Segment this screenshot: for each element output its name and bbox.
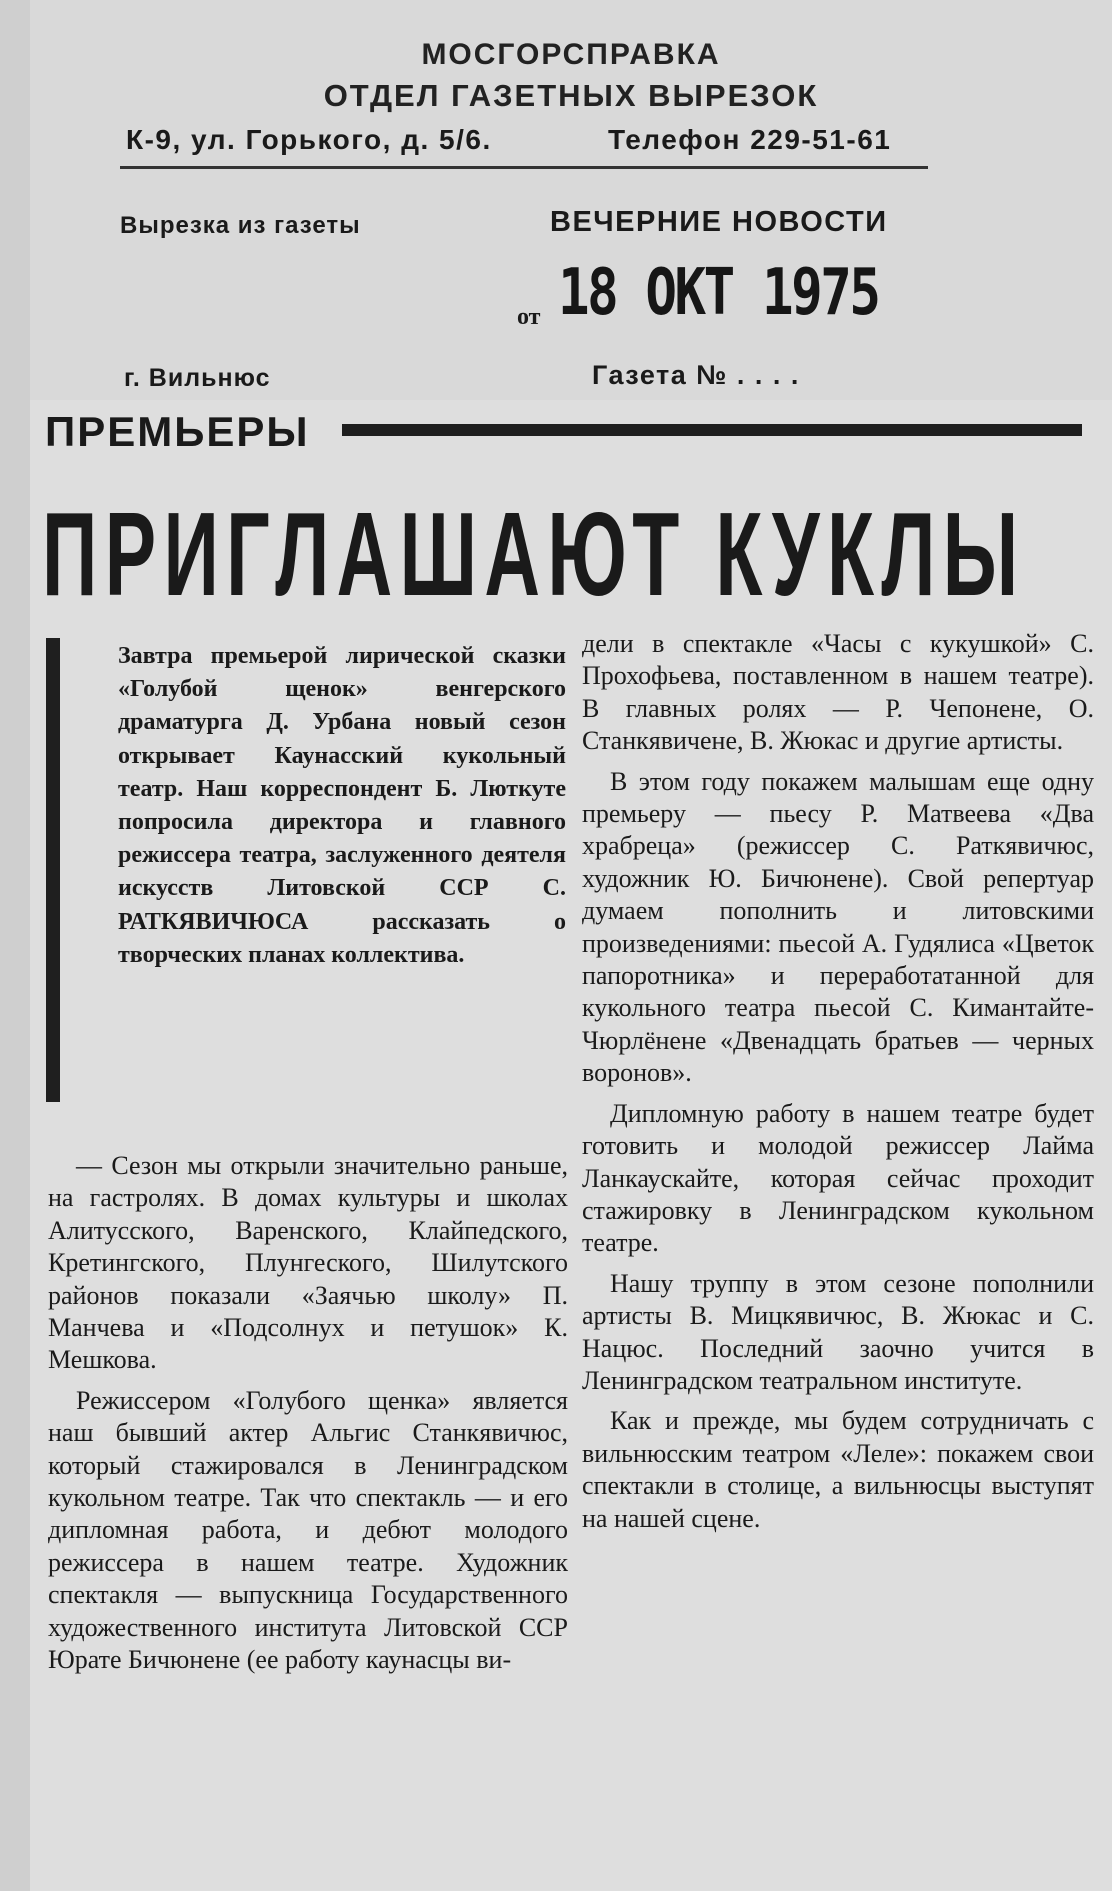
paragraph: — Сезон мы открыли значительно раньше, на гастролях. В домах культуры и школах Алитусского, Варенского, Клайпедского, Кретингского, Плунгеского, Шилутского районов показали «Заячью школу» П. Манчева и «Подсолнух и петушок» К. Мешкова. [48,1151,568,1375]
phone-number: Телефон 229-51-61 [608,124,892,155]
paragraph: Режиссером «Голубого щенка» является наш бывший актер Альгис Станкявичюс, который стажировался в Ленинградском кукольном театре. Так что спектакль — и его дипломная работа, и дебют молодого режиссера в нашем театре. Художник спектакля — выпускница Государственного художественного института Литовской ССР Юрате Бичюнене (ее работу каунасцы ви- [48,1385,568,1675]
address: К-9, ул. Горького, д. 5/6. [126,124,492,155]
department-name: ОТДЕЛ ГАЗЕТНЫХ ВЫРЕЗОК [323,78,819,113]
newspaper-name: ВЕЧЕРНИЕ НОВОСТИ [550,206,888,238]
paragraph: Дипломную работу в нашем театре будет готовить и молодой режиссер Лайма Ланкаускайте, которая сейчас проходит стажировку в Ленинградском кукольном театре. [582,1098,1094,1258]
city: г. Вильнюс [124,364,271,392]
date-prefix: от [517,304,541,330]
lead-marker-bar [46,638,60,1102]
paragraph: Нашу труппу в этом сезоне пополнили артисты В. Мицкявичюс, В. Жюкас и С. Нацюс. Последний заочно учится в Ленинградском театральном институте. [582,1268,1094,1395]
issue-number-label: Газета № . . . . [592,360,800,390]
right-column [582,628,1094,1535]
clipping-label: Вырезка из газеты [120,212,361,239]
paragraph: Как и прежде, мы будем сотрудничать с вильнюсским театром «Леле»: покажем свои спектакли в столице, а вильнюсцы выступят на нашей сцене. [582,1406,1094,1533]
newspaper-clipping [30,400,1112,1891]
rubric: ПРЕМЬЕРЫ [45,408,310,455]
rubric-rule [342,424,1082,436]
clipping-service-header [30,0,1112,400]
header-divider [120,166,928,169]
left-column [48,1150,568,1677]
paragraph: В этом году покажем малышам еще одну премьеру — пьесу Р. Матвеева «Два храбреца» (режиссер С. Раткявичюс, художник Ю. Бичюнене). Свой репертуар думаем пополнить и литовскими произведениями: пьесой А. Гудялиса «Цветок папоротника» и переработатанной для кукольного театра пьесой С. Кимантайте-Чюрлёнене «Двенадцать братьев — черных воронов». [582,766,1094,1088]
paragraph: дели в спектакле «Часы с кукушкой» С. Прохофьева, поставленном в нашем театре). В главных ролях — Р. Чепонене, О. Станкявичене, В. Жюкас и другие артисты. [582,629,1094,756]
date-stamp: 18 ОКТ 1975 [558,256,879,330]
headline: ПРИГЛАШАЮТ КУКЛЫ [42,489,1026,622]
organization-name: МОСГОРСПРАВКА [421,38,721,71]
lead-paragraph: Завтра премьерой лирической сказки «Голубой щенок» венгерского драматурга Д. Урбана новый сезон открывает Каунасский кукольный театр. Наш корреспондент Б. Люткуте попросила директора и главного режиссера театра, заслуженного деятеля искусств Литовской ССР С. РАТКЯВИЧЮСА рассказать о творческих планах коллектива. [118,643,566,968]
